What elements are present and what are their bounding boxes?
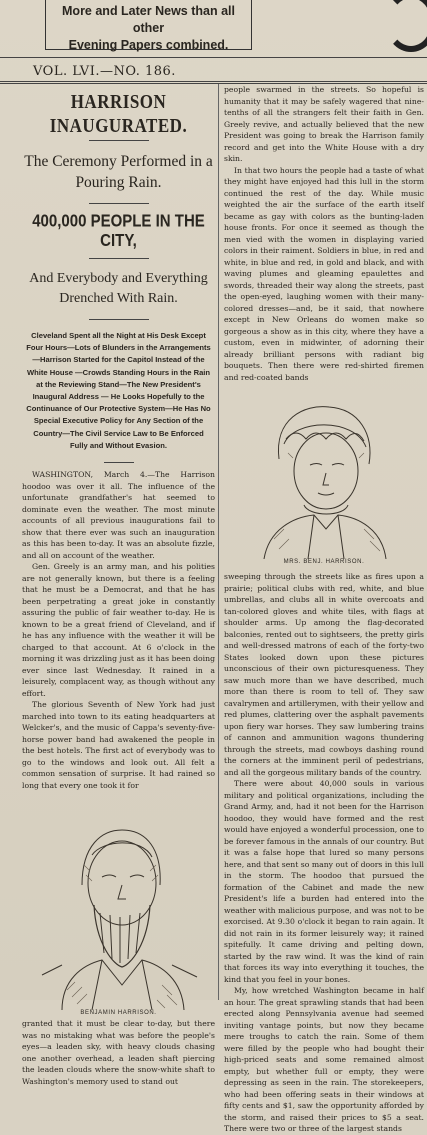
separator <box>104 462 134 463</box>
article-deck: Cleveland Spent all the Night at His Desk Except Four Hours—Lots of Blunders in the Arrangements—Harrison Started for the Capitol Instead of the White House —Crowds Standing Hours in the Rain at the Reviewing Stand—The New President's Inaugural Address — He Looks Hopefully to the Continuance of Our Protective System—He Has No Special Executive Policy for Any Section of the Country—The Civil Service Law to Be Enforced Fully and Without Evasion. <box>26 331 211 450</box>
subhead-1: The Ceremony Performed in a Pouring Rain. <box>24 153 213 191</box>
paragraph: WASHINGTON, March 4.—The Harrison hoodoo was over it all. The influence of the unfortunate grandfather's hat seemed to dominate even the weather. The most minute accounts of all previous inaugurations fail to show that there ever was such an inauguration as this has been to-day. It was an absolute fizzle, and all on account of the weather. <box>22 470 215 560</box>
banner-line-2: Evening Papers combined. <box>68 38 229 52</box>
paragraph: sweeping through the streets like as fires upon a prairie; political clubs with red, white, and blue umbrellas, and clubs all in white overcoats and tan-colored gloves and white tiles, with flags at shoulder arms. Up among the flag-decorated balconies, rented out to sightseers, the pretty girls and well-dressed matrons of each of the forty-two States looked down upon these pictures unconscious of their own picturesqueness. They saw much more than we have described, much more than there is room to tell of. They saw cavalrymen and artillerymen, with their yellow and red plumes, clattering over the asphalt pavements upon fiery war horses. They saw lumbering trains of cannon and ammunition wagons thundering through the streets, mad cowboys dashing round the corners at the imminent peril of pedestrians, and all the gorgeous military bands of the country. <box>224 572 424 777</box>
article-body-col2-top <box>224 84 424 383</box>
volume-line: VOL. LVI.—NO. 186. <box>33 64 176 79</box>
masthead-rule-bottom <box>0 81 427 82</box>
column-1 <box>22 84 215 1087</box>
portrait-benjamin-harrison <box>22 795 215 1010</box>
promo-banner <box>45 0 252 50</box>
masthead-logo-fragment <box>385 0 427 52</box>
column-2 <box>224 84 424 1135</box>
separator <box>89 319 149 320</box>
paragraph: There were about 40,000 souls in various military and political organizations, including the Grand Army, and, had it not been for the Harrison hoodoo, they would have formed and the rest would have enjoyed a wonderful procession, one to be forever famous in the annals of our country. But it was a false hope that lured so many persons here, and that sent so many out of doors in this lull in the storm. The hoodoo that pursued the formation of the Cabinet and made the new President's life a burden had entered into the weather with malicious purpose, and was not to be exorcised. At 9.30 o'clock it began to rain again. It did not rain in its former leisurely way; it rained spitefully. It came driving and pelting down, started by the raw wind. It was the kind of rain that forces its way into everything it touches, the kind that you feel in your bones. <box>224 779 424 984</box>
paragraph: In that two hours the people had a taste of what they might have enjoyed had this lull in the storm continued the rest of the day. While music weighted the air the surface of the earth itself became as gay with colors as the bunting-laden house fronts. For once it seemed as though the men vied with the women in displaying varied colors in their raiment. Soldiers in blue, in red and white, in blue and red, in gold and black, and with waving plumes and gleaming epaulettes and swords, threaded their way along the streets, past the open-eyed, laughing women with their many-colored dresses—and, be it said, that nowhere except in New Orleans do women make so gorgeous a show as in this city, where they have a custom, even in midwinter, of adorning their already brilliant persons with radiant big bouquets. Then there were red-shirted firemen and red-coated bands <box>224 165 424 382</box>
subhead-3: And Everybody and Everything Drenched With Rain. <box>29 271 208 306</box>
caption-benjamin-harrison: BENJAMIN HARRISON. <box>80 1010 157 1017</box>
banner-line-1: More and Later News than all other <box>62 4 235 35</box>
article-body-col1 <box>22 469 215 791</box>
paragraph: My, how wretched Washington became in half an hour. The great sprawling stands that had been erected along Pennsylvania avenue had seemed inviting vantage points, but now they became mere troughs to catch the rain. Some of them were filled by the people who had bought their high-priced seats and some remained almost empty, but whether full or empty, they were depressing as seen in the rain. The storekeepers, who had been offering seats in their windows at fifty cents and $1, saw the opportunity afforded by the storm, and raised their prices to $5 a seat. There were two or three of the largest stands <box>224 986 424 1133</box>
paragraph: Gen. Greely is an army man, and his polities are not generally known, but there is a feeling that he must be a Democrat, and that he has been perpetrating a great joke in constantly assuring the public of fair weather to-day. He is known to be a great friend of Cleveland, and if he has any influence with the weather it will be charged to that account. At 6 o'clock in the morning it was drizzling just as it has been doing ever since last Wednesday. It rained in a leisurely, complacent way, as though without any effort. <box>22 562 215 698</box>
paragraph: people swarmed in the streets. So hopeful is humanity that it may be safely wagered that nine-tenths of all the strangers felt their faith in Gen. Greely revive, and actually believed that the new President was going to break the Harrison family record and get into the White House with a dry skin. <box>224 85 424 163</box>
column-divider <box>218 84 219 1000</box>
portrait-mrs-benj-harrison <box>224 389 424 559</box>
separator <box>89 203 149 204</box>
caption-mrs-benj-harrison: MRS. BENJ. HARRISON. <box>283 559 365 565</box>
paragraph: granted that it must be clear to-day, but there was no mistaking what was before the people's eyes—a leaden sky, with heavy clouds chasing one another overhead, a leaden shaft piercing the leaden clouds where the snow-white shaft to Washington's memory used to stand out <box>22 1019 215 1086</box>
article-body-col2-bottom <box>224 571 424 1135</box>
separator <box>89 140 149 141</box>
masthead-rule-top <box>0 57 427 58</box>
article-body-col1-bottom <box>22 1018 215 1087</box>
headline: HARRISON INAUGURATED. <box>49 90 188 137</box>
paragraph: The glorious Seventh of New York had just marched into town to its eating headquarters at Welcker's, and the music of Cappa's seventy-five-horse power band had awakened the people in the best hotels. The first act of everybody was to go to the windows and look out. All felt a common sensation of surprise. It had rained so long that every one took it for <box>22 700 215 790</box>
subhead-2: 400,000 PEOPLE IN THE CITY, <box>32 211 205 251</box>
separator <box>89 258 149 259</box>
